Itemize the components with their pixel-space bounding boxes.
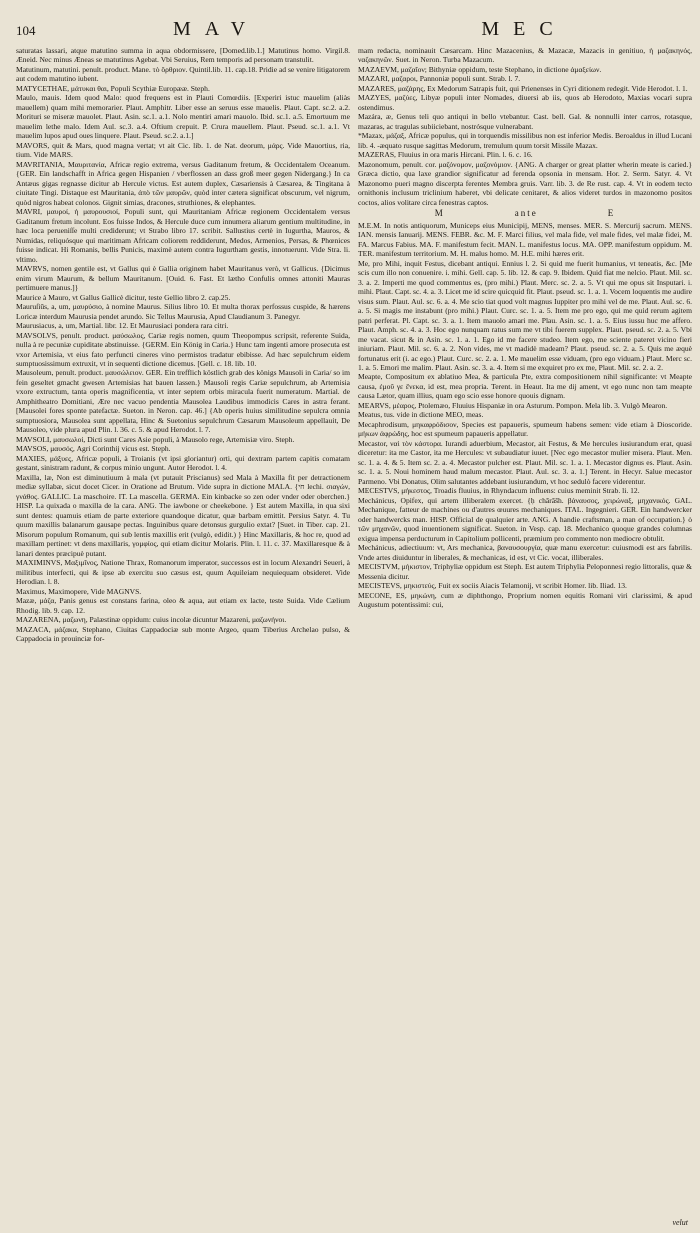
dictionary-entry: MAVORS, quit & Mars, quod magna vertat; vt ait Cic. lib. 1. de Nat. deorum, μάρς. Vide Mauortius, ria, tium. Vide MARS. [16,140,350,160]
dictionary-entry: Maurice à Mauro, vt Gallus Gallicè dicitur, teste Gellio libro 2. cap.25. [16,292,231,302]
dictionary-entry: Maurusiacus, a, um, Martial. libr. 12. Et Maurusiaci pondera rara citri. [16,321,229,331]
dictionary-entry: MAVRVS, nomen gentile est, vt Gallus qui è Gallia originem habet Mauritanus verò, vt Gallicus. {Dicimus enim virum Maurum, & bellum Mauritanum. [Ouid. 6. Fast. Et lætho Confulis omnes attoniti Mauras pertimuere manus.]} [16,264,350,293]
dictionary-entry: MAVRI, μαυροί, ἡ μαυρουσιοί, Populi sunt, qui Mauritaniam Africæ regionem Occidentalem versus Gaditanum fretum incolunt. Eos fuisse Indos, & Hercule duce cum innumera aliarum gentium multitudine, in hæc loca perueniſſe multi crediderunt; vt Strabo libro 17. scribit. Sallustius certè in Iugurtha, Mauros, & Numidas, reliquósque qui maritimam Africam coliorem reddiderunt, Medos, Armenios, Persas, & Phœnices fuisse indicat. Hi Romanis, bellis Punicis, maximè autem contra Iugurtham gestis, innotuerunt. Vide Stra. li. vltimo. [16,207,350,264]
dictionary-entry: MEARVS, μέαρος, Ptolemæo, Fluuius Hispaniæ in ora Asturum. Pompon. Mela lib. 3. Vulgò Mearon. [358,400,668,410]
right-running-headword: MEC [481,18,567,40]
dictionary-entry: MAVRITANIA, Μαυριτανία, Africæ regio extrema, versus Gaditanum fretum, & Occidentalem Oceanum. {GER. Ein landschafft in Africa gegen Hispanien / vberflossen an dass groß meer gegen Nidergang.} In ca Antæus gigas regnasse dicitur ab Hercule victus. Est autem duplex, Cæsariensis à Cæsarea, & Tingitana à ciuitate Tingi. Distaque est Mauritania, ἀπὸ τῶν μαυρῶν, quòd inter cætera significat obscurum, vel nigrum, quòd nigros habeat colonos. Gignit simias, dracones, struthiones, & elephantes. [16,159,350,207]
dictionary-entry: MAZAEVM, μαζαῖον; Bithyniæ oppidum, teste Stephano, in dictione ἀμαξείων. [358,64,602,74]
right-column-entries-top [358,46,692,207]
catchword: velut [672,1218,688,1227]
left-running-headword: MAV [172,18,260,40]
page-header [16,18,692,42]
divider-word-ante: ante [514,208,538,219]
dictionary-entry: MECISTEVS, μηκιστεύς, Fuit ex sociis Aiacis Telamonij, vt scribit Homer. lib. Iliad. 13. [358,581,627,591]
dictionary-entry: Me, pro Mihi, inquit Festus, dicebant antiqui. Ennius l. 2. Si quid me fuerit humanius, vt teneatis, &c. [Me scis cum illo non conuenire. i. mihi. Gell. cap. 5. lib. 12. & cap. 9. Ibidem. Quid fiat me nelcio. Plaut. Mil. sc. 3. a. 2. Imperti me quod commentus es, (pro mihi.) Plaut. Merc. sc. 2. a. 5. Vt qui me opus sit Insputari. i. mihi. Plaut. Capt. sc. 4. a. 3. Licet me id scire quicquid fit. Plaut. pseud. sc. 1. a. 1. Vocem loquentis me audire visus sum. Plaut. Aul. sc. 6. a. 4. Me scio tiat quod volt magnus Iuppiter pro mihi vel de me. Plaut. Aul. sc. 6. a. 5. Si magis me instabunt (pro mihi.) Plaut. Curc. sc. 1. a. 5. Item me pro ego, qui me quid rerum agitem patri perferat. Pl. Capt. sc. 3. a. 1. Item mauolo amari me. Plau. Asin. sc. 1. a. 5. Eius iussu huc me affero. Plaut. Amph. sc. 4. a. 3. Hoc ego nunquam ratus sum me vt tibi fuerem supplex. Plaut. pseud. sc. 2. a. 5. Vbi me vacat. sicut & in Asin. sc. 1. a. 1. Ego id me facere studeo. Item ego, me sciente pateret vicino fieri iniuriam. Plaut. Mil. sc. 6. a. 2. Non vides, me vt madidè madeam? Plaut. pseud. sc. 2. a. 5. Quis me æquè fortunatus erit (i. ac ego.) Plaut. Curc. sc. 2. a. 1. Me mauelim esse viduam, (pro ego viduam.) Plaut. Merc sc. 1. a. 5. Emori me malim. Plaut. Asin. sc. 3. a. 4. Item si me exquiret pro ex me, Plaut. Mil. sc. 2. a. 2. [358,258,692,372]
dictionary-entry: MAZYES, μαζύες, Libyæ populi inter Nomades, diuersi ab iis, quos ab Herodoto, Maxias vocari supra ostendimus. [358,93,692,112]
right-column-entries-bottom [358,221,692,610]
dictionary-entry: MAXIES, μάξυες, Africæ populi, à Troianis (vt ipsi gloriantur) orti, qui dextram partem capitis comatam gestant, sinistram radunt, & corpus minio ungunt. Autor Herodot. l. 4. [16,453,350,473]
dictionary-entry: MAZARENA, μαζωνη, Palæstinæ oppidum: cuius incolæ dicuntur Mazareni, μαζωνήνοι. [16,615,287,625]
dictionary-entry: Mechánicus, adiectiuum: vt, Ars mechanica, βαναυσουργία, quæ manu exercetur: cuiusmodi est ars fabrilis. Vnde artes diuiduntur in liberales, & mechanicas, id est, vt Cic. vocat, illiberales. [358,543,692,562]
dictionary-entry: Mecaphrodisum, μηκαφρόδισον, Species est papaueris, spumeum habens semen: vide etiam à Dioscoride. μήκων ἀφρώδης, hoc est spumeum papaueris appellatur. [358,419,692,439]
divider-letter-e: E [607,208,616,219]
dictionary-entry: Mecastor, ναὶ τὸν κάστορα. Iurandi aduerbium, Mecastor, ait Festus, & Me hercules iusiurandum erat, quasi diceretur: ita me Castor, ita me Hercules: vt subaudiatur iuuet. [Nec ego mecastor mulier misera. Plaut. Men. sc. 1. a. 4. & 5. Item sc. 2. a. 4. Mecastor pulcher est. Plaut. Mil. sc. 1. a. 1. Mecastor dignus es. Plaut. Asin. sc. 1. a. 5. Noui hominem haud malum mecastor. Plaut. Aul. sc. 3. a. 1.] Terent. in Hecyr. Salue mecastor Parmeno. Vbi Donatus, Olim salutantes addebant iusiurandum, vt hoc sedulò facere viderentur. [358,438,692,486]
dictionary-entry: Meatus, tus. vide in dictione MEO, meas. [358,410,484,420]
dictionary-entry: Matutinum, matutini. penult. product. Mane. τὸ ὄρθριον. Quintil.lib. 11. cap.18. Pridie ad se venire litigatorem aut codem matutino iubent. [16,64,350,84]
dictionary-entry: MAZARI, μαζαροι, Pannoniæ populi sunt. Strab. l. 7. [358,74,521,84]
page-number: 104 [16,23,36,38]
dictionary-entry: MAXIMINVS, Μαξιμῖνος, Natione Thrax, Romanorum imperator, successos est in locum Alexandri Seueri, à militibus interfecti, qui & ipse ab exercitu suo cæsus est, quum Aquileiam nequiequam obsideret. Vide Herodian. l. 8. [16,558,350,587]
dictionary-entry: MECISTVM, μήκιστον, Triphyliæ oppidum est Steph. Est autem Triphylia Peloponnesi regio littoralis, quæ & Messenia dicitur. [358,562,692,581]
divider-letter-m: M [434,208,445,219]
dictionary-entry: Maxilla, læ, Non est diminutiuum à mala (vt putauit Priscianus) sed Mala à Maxilla fit per detractionem mediæ syllabæ, sicut docet Cicer. in Oratione ad Brutum. Vide supra in dictione MALA. {חי lechi. σιαγών, γνάθος. GALLIC. La maschoire. IT. La mascella. GERMA. Ein kinbacke so zen oder vnder oder oberchen.} HISP. La quixada o maxilla de la cara. ANG. The iawbone or cheekebone. } Est autem Maxilla, in qua sixi sunt dentes: quamuis etiam de parte exteriore quandoque dicatur, quæ barbam emittit. Persius Satyr. 4. Tu quum maxillis balanarum gausape pectas. Inguinibus quare detonsus gurgulio extat? [Suet. in Tiber. cap. 21. Misorum populum Romanum, qui sub lentis maxillis erit (vulgò, edidit.) } Hinc Maxillaris, & hoc re, quod ad maxillam pertinet: vt dens maxillaris, γομφίος, qui etiam dicitur Molaris. Plin. l. 11. c. 37. Maxillaresque & à lanari dentes præcipuè putant. [16,472,350,558]
dictionary-entry: Mazonomum, penult. cor. μαζόνομον, μαζονόμιον. {ANG. A charger or great platter wherin meate is caried.} Græca dictio, qua laxe grandior significatur ad ferenda opsonia in mensam. Hor. 2. Serm. Satyr. 4. Vt Mazonomo pueri magno discerpta ferentes Membra gruis. Varr. lib. 3. de Re rust. cap. 4. Vt in eodem tecto ornithonis inclusum triclinium haberet, vbi delicate cenitaret, & alios videret turdos in mazonomo positos coctos, alios volitare circa fenestras captos. [358,159,692,207]
dictionary-entry: *Mazax, μάζαξ, Africæ populus, qui in torquendis missilibus non est inferior Medis. Beroaldus in illud Lucani lib. 4. -æquato rusque sagittas Medorum, tremulum quum torsit Missile Mazax. [358,131,692,150]
dictionary-entry: Mazára, æ, Genus teli quo antiqui in bello vtebantur. Cast. bell. Gal. & nonnulli inter carros, rotasque, mazaras, ac tragulas subiiciebant, nostrósque vulnerabant. [358,112,692,131]
dictionary-entry: Maulo, mauis. Idem quod Malo: quod frequens est in Plauti Comœdiis. [Experiri istuc mauelim (aliàs mauellem) quam mihi memorarier. Plaut. Amphitr. Liber esse an seruus esse mauelis. Plaut. Capt. sc.2. a.2. Morituri se miseræ mauolet. Plaut. Asin. sc.1. a.1. Nolo mentiri amari mauolo. Ibid. sc.1. a.5. Emortuum me mauelim lethe malo. Idem Aul. sc.3. a.4. Oftium crepuit. P. Crura mauellem. Plaut. Pseud. sc.1. a.1. Vt mauelim lupos apud oues linquere. Plaut. Pseud. sc.2. a.1.] [16,93,350,141]
dictionary-entry: MAVSOLI, μαυσωλοί, Dicti sunt Cares Asie populi, à Mausolo rege, Artemisiæ viro. Steph. [16,434,295,444]
right-column [358,46,692,1232]
dictionary-entry: MECESTVS, μήκεστος, Troadis fluuius, in Rhyndacum influens: cuius meminit Strab. li. 12. [358,486,640,496]
dictionary-entry: Maximus, Maximopere, Vide MAGNVS. [16,586,142,596]
dictionary-entry: MAZACA, μάζακα, Stephano, Ciuitas Cappadociæ sub monte Argeo, quam Tiberius Archelao pulso, & Cappadocia in prouinciæ for- [16,624,350,644]
dictionary-entry: MAVSOLVS, penult. product. μαύσωλος, Cariæ regis nomen, quum Theopompus scripsit, referente Suida, nulla à re pecuniæ cupiditate abstinuisse. {GERM. Ein König in Caria.} Hunc tam ingenti amore prosecuta est vxor Artemisia, vt eius fato perfuncti cineres vino permistos tradatur ebibisse. Ad hæc sepulchrum eidem sumptuosissimum extruxit, vt in sequenti dictione dicemus. [Gell. c. 18. lib. 10. [16,330,350,368]
section-divider-m-ante-e [358,209,692,218]
dictionary-entry: saturatas lassari, atque matutino summa in aqua obdormissere, [Domed.lib.1.] Matutinus homo. Virgil.8. Æneid. Nec minus Æneas se matutinus Agebat. Vbi Seruius, Rem temporis ad personam transtulit. [16,46,350,65]
dictionary-entry: MATYCETHAE, μάτυκαι θαι, Populi Scythiæ Europææ. Steph. [16,83,210,93]
dictionary-entry: Mechánicus, Opifex, qui artem illiberalem exercet. {ḥ chārāšh. βάναυσος, χειρώναξ, μηχανικός. GAL. Mechanique, fatteur de machines ou d'autres œuures mechaniques. ITAL. Ingegnieri. GER. Ein handwercker oder handwercks man. HISP. Official de qualquier arte. ANG. A handie craftsman, a man of occupation.} ὁ τῶν μηχανῶν, quod inuentionem significat. Sueton. in Vesp. cap. 18. Mechanico quoque grandes columnas exigua impensa perducturum in Capitolium pollicenti, præmium pro commento non mediocre obtulit. [358,495,692,543]
dictionary-entry: MECONE, ES, μηκώνη, cum æ diphthongo, Proprium nomen equitis Romani viri clarissimi, & apud Augustum potentissimi: cui, [358,590,692,610]
dictionary-entry: M.E.M. In notis antiquorum, Municeps eius Municipij, MENS, menses. MER. S. Mercurij sacrum. MENS. IAN. mensis Ianuarij. MENS. FEBR. &c. M. F. Marci filius, vel mala fide, vel male fides, vel malæ fidei, M. FA. Marcus Fabius. MA. F. manifestum fecit. MAN. L. manifestus locus. MA. OPP. manifestum oppidum. M. TER. manifestum territorium. M. H. malus homo. M. H.E. mihi hæres erit. [358,220,692,259]
dictionary-entry: MAZERAS, Fluuius in ora maris Hircani. Plin. l. 6. c. 16. [358,150,533,160]
dictionary-entry: mam redacta, nominauit Cæsarcam. Hinc Mazacenius, & Mazacæ, Mazacis in genitiuo, ἡ μαζακηνός, ναζακηνῶν. Suet. in Neron. Turba Mazacum. [358,46,692,65]
dictionary-entry: Meapte, Compositum ex ablatiuo Mea, & particula Pte, extra compositionem nihil significante: vt Meapte causa, ἐμοῦ γε ἕνεκα, id est, mea propria. Terent. in Heaut. Ita me dij ament, vt ego nunc non tam meapte causa Lætor, quam illius, quam ego scio esse honore quouis dignam. [358,372,692,401]
dictionary-entry: MAZARES, μαζάρης, Ex Medorum Satrapis fuit, qui Prienenses in Cyri ditionem redegit. Vide Herodot. l. 1. [358,83,688,93]
left-column [16,46,350,1232]
dictionary-entry: MAVSOS, μαυσός, Agri Corinthij vicus est. Steph. [16,444,171,454]
dictionary-entry: Mausoleum, penult. product. μαυσώλειον. GER. Ein trefflich köstlich grab des königs Mausoli in Caria/ so im fein geseltet gmacht gwesen Artemisias hat bauen lassen.} Mausoli regis Cariæ sepulchrum, ab Artemisia vxore extructum, tanta operis magnificentia, vt inter septem orbis miracula fuerit numeratum. Martial. de Amphitheatro Domitiani, Ære nec vacuo pendentia Mausolea Laudibus immodicis Cares in astra ferant. [Mausolei fores sponte patefactæ. Sueton. in Neron. cap. 46.] {Ab operis huius similitudine sepulcra omnia sumptuosiora, Mausolea sunt appellata, Hinc & Suetonius sepulchrum Cæsarum Mausoleum appellauit, De Mausoleo, vide plura apud Plin. l. 36. c. 5. & apud Herodot. l. 7. [16,368,350,435]
dictionary-entry: Mazæ, μάζα, Panis genus est constans farina, oleo & aqua, aut etiam ex lacte, teste Suida. Vide Cælium Rhodig. lib. 9. cap. 12. [16,596,350,615]
dictionary-entry: Mauruſiūs, a, um, μαυρύσιο, à nomine Maurus. Silius libro 10. Et multa thorax perfossus cuspide, & hærens Loricæ interdum Maurusia pendet arundo. Sic Tellus Maurusia, Apud Claudianum 3. Panegyr. [16,302,350,321]
two-column-body [16,46,692,1232]
